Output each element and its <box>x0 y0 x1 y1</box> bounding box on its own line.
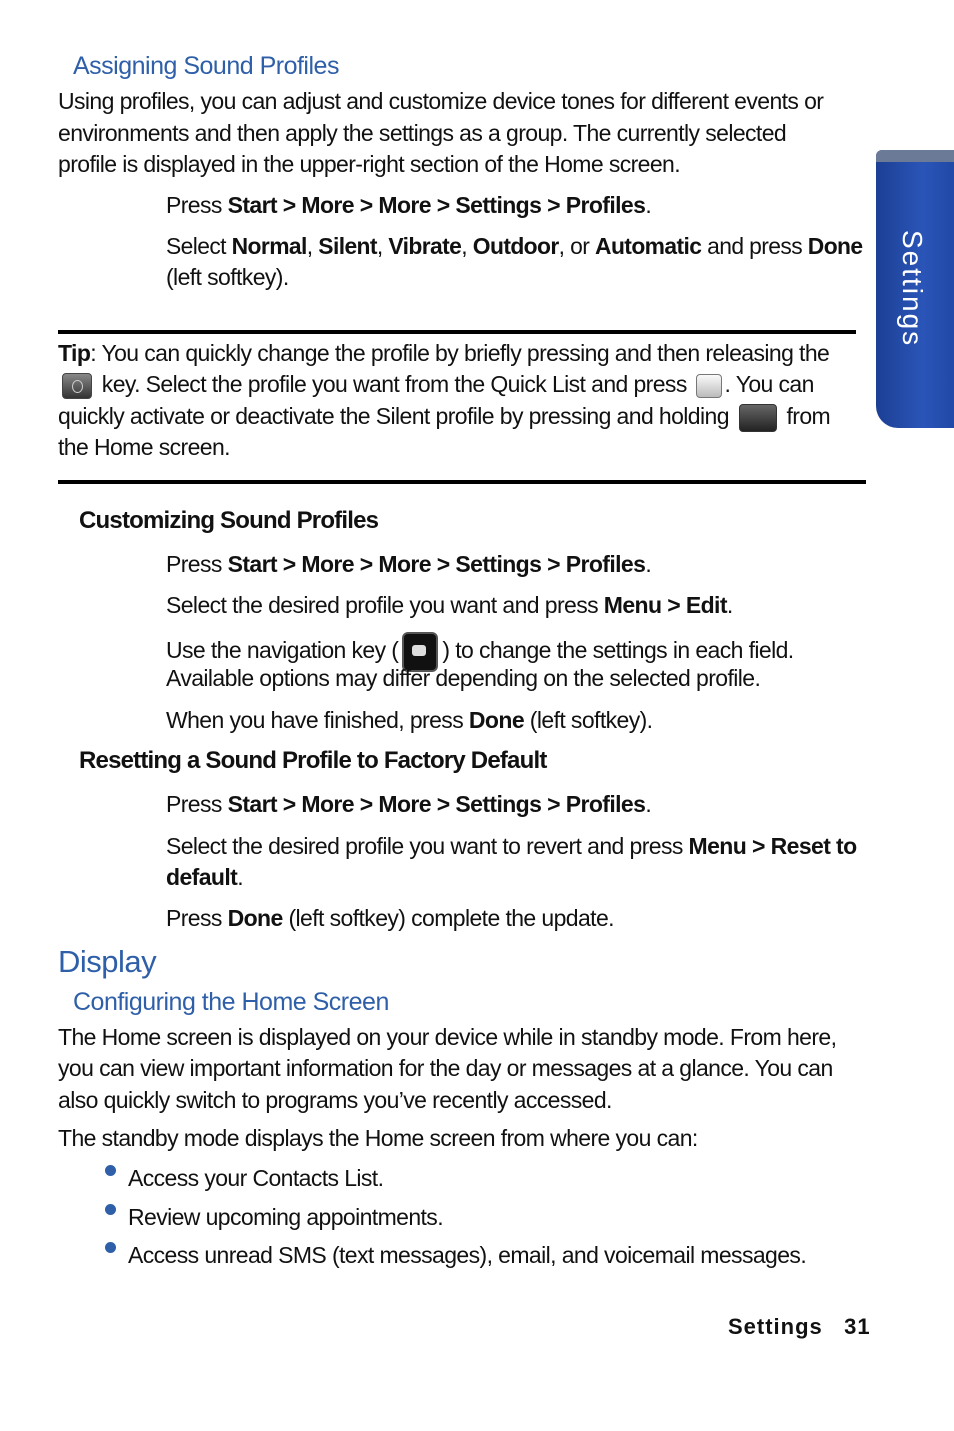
page-number: 31 <box>844 1314 871 1339</box>
page-footer <box>728 1314 871 1340</box>
customizing-step3: Use the navigation key ( ) to change the settings in each field. <box>166 632 794 672</box>
tip-line1: Tip: You can quickly change the profile by briefly pressing and then releasing the <box>58 340 830 366</box>
footer-section: Settings <box>728 1314 823 1339</box>
display-title: Display <box>58 944 157 979</box>
list-item: Access unread SMS (text messages), email, and voicemail messages. <box>128 1242 807 1268</box>
assigning-para-line1: Using profiles, you can adjust and customize device tones for different events or <box>58 88 824 114</box>
assigning-para-line3: profile is displayed in the upper-right section of the Home screen. <box>58 151 681 177</box>
tip-line3: quickly activate or deactivate the Silent profile by pressing and holding from <box>58 401 830 432</box>
assigning-heading: Assigning Sound Profiles <box>73 52 339 80</box>
assigning-step1: Press Start > More > More > Settings > Profiles. <box>166 192 652 218</box>
bullet-dot <box>105 1165 116 1176</box>
resetting-step3: Press Done (left softkey) complete the update. <box>166 905 614 931</box>
list-item: Access your Contacts List. <box>128 1165 384 1191</box>
bullet-dot <box>105 1242 116 1253</box>
softkey-icon <box>696 374 722 398</box>
resetting-heading: Resetting a Sound Profile to Factory Default <box>79 747 547 774</box>
profile-key-icon <box>62 373 92 399</box>
assigning-para-line2: environments and then apply the settings as a group. The currently selected <box>58 120 787 146</box>
display-para2: The standby mode displays the Home screen from where you can: <box>58 1125 698 1151</box>
assigning-step2: Select Normal, Silent, Vibrate, Outdoor, or Automatic and press Done <box>166 233 863 259</box>
list-item: Review upcoming appointments. <box>128 1204 443 1230</box>
customizing-step1: Press Start > More > More > Settings > Profiles. <box>166 551 652 577</box>
tip-line2: key. Select the profile you want from the Quick List and press . You can <box>58 369 814 400</box>
resetting-step2-line2: default. <box>166 864 243 890</box>
bullet-dot <box>105 1204 116 1215</box>
customizing-step2: Select the desired profile you want and press Menu > Edit. <box>166 592 733 618</box>
resetting-step1: Press Start > More > More > Settings > Profiles. <box>166 791 652 817</box>
customizing-heading: Customizing Sound Profiles <box>79 507 379 534</box>
side-tab-label: Settings <box>897 230 928 348</box>
display-para-line2: you can view important information for the day or messages at a glance. You can <box>58 1055 833 1081</box>
assigning-step2-line2: (left softkey). <box>166 264 289 290</box>
display-para-line1: The Home screen is displayed on your device while in standby mode. From here, <box>58 1024 837 1050</box>
space-key-icon <box>739 404 777 432</box>
home-screen-heading: Configuring the Home Screen <box>73 988 389 1016</box>
tip-top-rule <box>58 330 856 334</box>
resetting-step2: Select the desired profile you want to revert and press Menu > Reset to <box>166 833 857 859</box>
tip-bottom-rule <box>58 480 866 484</box>
customizing-step3-line2: Available options may differ depending on the selected profile. <box>166 665 761 691</box>
display-para-line3: also quickly switch to programs you’ve recently accessed. <box>58 1087 612 1113</box>
tip-line4: the Home screen. <box>58 434 230 460</box>
customizing-step4: When you have finished, press Done (left softkey). <box>166 707 653 733</box>
